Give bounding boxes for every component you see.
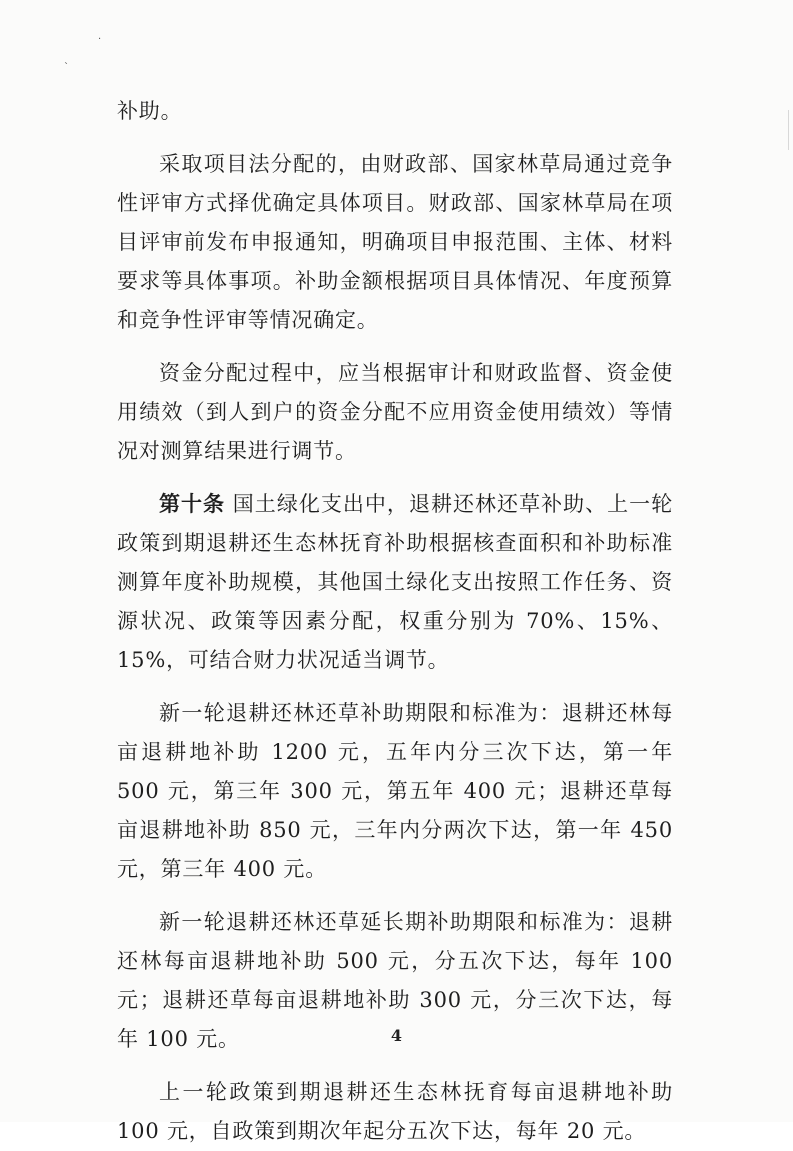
paragraph: 补助。 <box>117 99 183 123</box>
paragraph: 资金分配过程中，应当根据审计和财政监督、资金使用绩效（到人到户的资金分配不应用资金使用绩效）等情况对测算结果进行调节。 <box>117 361 673 463</box>
article-paragraph <box>117 485 673 680</box>
paragraph: 采取项目法分配的，由财政部、国家林草局通过竞争性评审方式择优确定具体项目。财政部、国家林草局在项目评审前发布申报通知，明确项目申报范围、主体、材料要求等具体事项。补助金额根据项目具体情况、年度预算和竞争性评审等情况确定。 <box>117 152 673 332</box>
paragraph: 上一轮政策到期退耕还生态林抚育每亩退耕地补助 100 元，自政策到期次年起分五次下达，每年 20 元。 <box>117 1080 673 1143</box>
paragraph: 新一轮退耕还林还草延长期补助期限和标准为：退耕还林每亩退耕地补助 500 元，分五次下达，每年 100 元；退耕还草每亩退耕地补助 300 元，分三次下达，每年 100 元。 <box>117 910 673 1051</box>
scan-speck: ˋ <box>64 62 69 73</box>
article-heading: 第十条 <box>159 492 226 516</box>
paragraph: 新一轮退耕还林还草补助期限和标准为：退耕还林每亩退耕地补助 1200 元，五年内分三次下达，第一年 500 元，第三年 300 元，第五年 400 元；退耕还草每亩退耕地补助 850 元，三年内分两次下达，第一年 450 元，第三年 400 元。 <box>117 701 673 881</box>
scan-speck: · <box>98 34 102 45</box>
document-body <box>117 92 673 1151</box>
article-text: 国土绿化支出中，退耕还林还草补助、上一轮政策到期退耕还生态林抚育补助根据核查面积和补助标准测算年度补助规模，其他国土绿化支出按照工作任务、资源状况、政策等因素分配，权重分别为 70%、15%、15%，可结合财力状况适当调节。 <box>117 492 673 672</box>
scan-edge <box>788 110 789 150</box>
page-number: 4 <box>390 1026 403 1045</box>
